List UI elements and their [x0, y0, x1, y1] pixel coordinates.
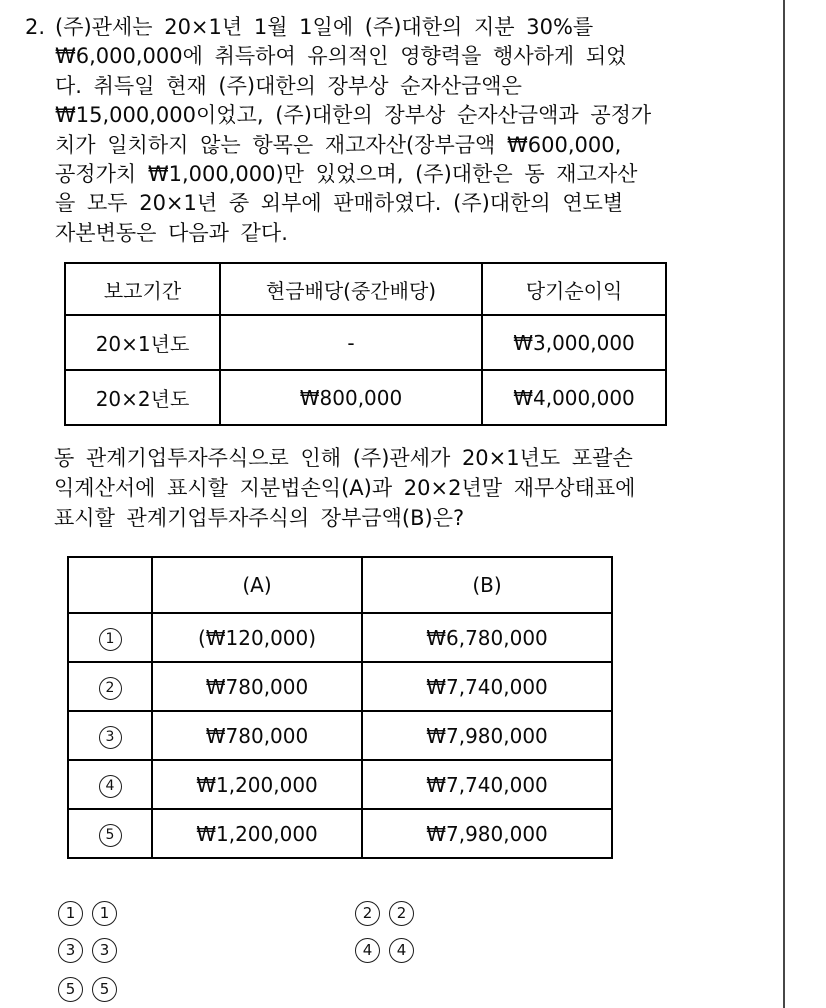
choice-1[interactable] — [58, 901, 117, 926]
question-block — [25, 13, 651, 248]
choice-4-label[interactable]: 4 — [389, 938, 414, 963]
row-number-cell — [68, 613, 152, 662]
choice-4-radio-icon[interactable]: 4 — [355, 938, 380, 963]
choice-5-label[interactable]: 5 — [92, 977, 117, 1002]
question-line: 을 모두 20×1년 중 외부에 판매하였다. (주)대한의 연도별 — [55, 191, 624, 216]
answer-choices — [58, 901, 558, 1006]
question-line: 익계산서에 표시할 지분법손익(A)과 20×2년말 재무상태표에 — [54, 476, 636, 500]
question-line: (주)관세는 20×1년 1월 1일에 (주)대한의 지분 30%를 — [55, 15, 594, 39]
question-number: 2. — [25, 15, 46, 39]
choice-2-radio-icon[interactable]: 2 — [355, 901, 380, 926]
choice-3-radio-icon[interactable]: 3 — [58, 938, 83, 963]
circled-number-icon: 4 — [99, 775, 122, 798]
question-text — [55, 13, 651, 248]
choice-1-label[interactable]: 1 — [92, 901, 117, 926]
cell-b-value: ₩7,740,000 — [362, 662, 612, 711]
table-row — [65, 315, 666, 370]
cell-a-value: ₩1,200,000 — [152, 760, 362, 809]
capital-changes-table — [64, 262, 667, 426]
choice-3-label[interactable]: 3 — [92, 938, 117, 963]
question-line: ₩6,000,000에 취득하여 유의적인 영향력을 행사하게 되었 — [55, 44, 627, 69]
cell-income: ₩3,000,000 — [482, 315, 666, 370]
cell-a-value: ₩780,000 — [152, 711, 362, 760]
choice-4[interactable] — [355, 938, 414, 963]
header-net-income: 당기순이익 — [482, 263, 666, 315]
table-row — [68, 662, 612, 711]
cell-b-value: ₩6,780,000 — [362, 613, 612, 662]
question-line: 표시할 관계기업투자주식의 장부금액(B)은? — [54, 506, 465, 530]
question-line: 다. 취득일 현재 (주)대한의 장부상 순자산금액은 — [55, 73, 522, 98]
table-row — [68, 760, 612, 809]
choice-3[interactable] — [58, 938, 117, 963]
circled-number-icon: 5 — [99, 824, 122, 847]
circled-number-icon: 1 — [99, 628, 122, 651]
choice-5-radio-icon[interactable]: 5 — [58, 977, 83, 1002]
cell-a-value: (₩120,000) — [152, 613, 362, 662]
question-line: 치가 일치하지 않는 항목은 재고자산(장부금액 ₩600,000, — [55, 132, 622, 157]
cell-a-value: ₩780,000 — [152, 662, 362, 711]
row-number-cell — [68, 809, 152, 858]
row-number-cell — [68, 662, 152, 711]
answer-options-table — [67, 556, 613, 859]
row-number-cell — [68, 711, 152, 760]
question-line: 동 관계기업투자주식으로 인해 (주)관세가 20×1년도 포괄손 — [54, 446, 633, 470]
table-row — [68, 613, 612, 662]
circled-number-icon: 2 — [99, 677, 122, 700]
question-line: 공정가치 ₩1,000,000)만 있었으며, (주)대한은 동 재고자산 — [55, 162, 638, 187]
cell-dividend: ₩800,000 — [220, 370, 482, 425]
header-blank — [68, 557, 152, 613]
cell-income: ₩4,000,000 — [482, 370, 666, 425]
choice-2-label[interactable]: 2 — [389, 901, 414, 926]
cell-a-value: ₩1,200,000 — [152, 809, 362, 858]
table-row — [68, 809, 612, 858]
cell-dividend: - — [220, 315, 482, 370]
header-a: (A) — [152, 557, 362, 613]
choice-2[interactable] — [355, 901, 414, 926]
table-header-row — [68, 557, 612, 613]
header-cash-dividend: 현금배당(중간배당) — [220, 263, 482, 315]
circled-number-icon: 3 — [99, 726, 122, 749]
column-divider — [783, 0, 785, 1008]
cell-b-value: ₩7,980,000 — [362, 809, 612, 858]
header-b: (B) — [362, 557, 612, 613]
header-report-period: 보고기간 — [65, 263, 220, 315]
cell-b-value: ₩7,980,000 — [362, 711, 612, 760]
cell-period: 20×2년도 — [65, 370, 220, 425]
cell-period: 20×1년도 — [65, 315, 220, 370]
choice-1-radio-icon[interactable]: 1 — [58, 901, 83, 926]
question-part2-block — [54, 443, 635, 533]
table-header-row — [65, 263, 666, 315]
question-line: 자본변동은 다음과 같다. — [55, 220, 288, 245]
table-row — [68, 711, 612, 760]
choice-5[interactable] — [58, 977, 117, 1002]
row-number-cell — [68, 760, 152, 809]
cell-b-value: ₩7,740,000 — [362, 760, 612, 809]
question-line: ₩15,000,000이었고, (주)대한의 장부상 순자산금액과 공정가 — [55, 103, 652, 128]
table-row — [65, 370, 666, 425]
